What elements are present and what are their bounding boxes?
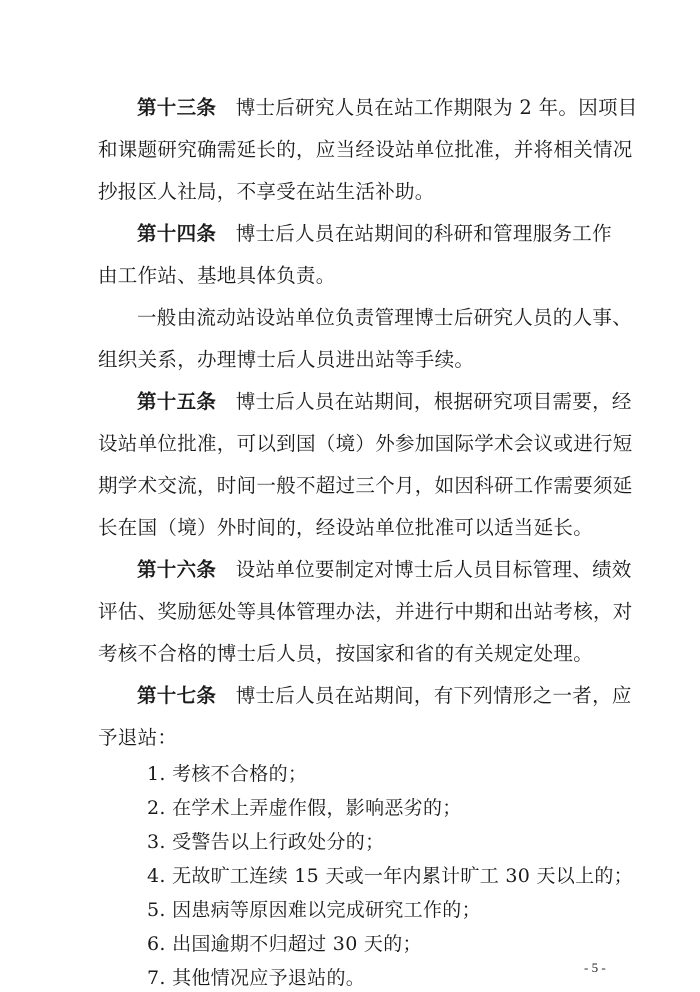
article-line: 设站单位批准，可以到国（境）外参加国际学术会议或进行短 [98, 432, 633, 455]
article-heading: 第十六条 [137, 558, 217, 581]
article-line: 抄报区人社局，不享受在站生活补助。 [98, 180, 435, 203]
article-line: 长在国（境）外时间的，经设站单位批准可以适当延长。 [98, 516, 594, 539]
article-text: 博士后人员在站期间，根据研究项目需要，经 [235, 390, 632, 413]
article-text: 博士后人员在站期间的科研和管理服务工作 [235, 222, 612, 245]
article-first-line [137, 390, 632, 414]
list-item: 4. 无故旷工连续 15 天或一年内累计旷工 30 天以上的； [147, 865, 633, 887]
article-text: 设站单位要制定对博士后人员目标管理、绩效 [235, 558, 632, 581]
article-text: 博士后研究人员在站工作期限为 2 年。因项目 [235, 96, 638, 119]
page-number: - 5 - [584, 960, 606, 975]
article-text: 博士后人员在站期间，有下列情形之一者，应 [235, 684, 632, 707]
article-first-line [137, 222, 612, 246]
article-first-line [137, 96, 638, 120]
paragraph-line: 一般由流动站设站单位负责管理博士后研究人员的人事、 [137, 306, 633, 329]
list-item: 2. 在学术上弄虚作假，影响恶劣的； [147, 797, 462, 819]
paragraph-line: 组织关系，办理博士后人员进出站等手续。 [98, 348, 475, 371]
article-first-line [137, 558, 632, 582]
article-line: 和课题研究确需延长的，应当经设站单位批准，并将相关情况 [98, 138, 633, 161]
article-line: 予退站： [98, 726, 178, 749]
article-line: 评估、奖励惩处等具体管理办法，并进行中期和出站考核，对 [98, 600, 633, 623]
article-line: 由工作站、基地具体负责。 [98, 264, 336, 287]
article-heading: 第十三条 [137, 96, 217, 119]
list-item: 5. 因患病等原因难以完成研究工作的； [147, 899, 481, 921]
list-item: 6. 出国逾期不归超过 30 天的； [147, 933, 422, 955]
article-line: 期学术交流，时间一般不超过三个月，如因科研工作需要须延 [98, 474, 633, 497]
article-heading: 第十五条 [137, 390, 217, 413]
article-first-line [137, 684, 632, 708]
list-item: 1. 考核不合格的； [147, 763, 308, 785]
article-heading: 第十七条 [137, 684, 217, 707]
list-item: 3. 受警告以上行政处分的； [147, 831, 385, 853]
list-item: 7. 其他情况应予退站的。 [147, 967, 366, 989]
article-heading: 第十四条 [137, 222, 217, 245]
article-line: 考核不合格的博士后人员，按国家和省的有关规定处理。 [98, 642, 594, 665]
